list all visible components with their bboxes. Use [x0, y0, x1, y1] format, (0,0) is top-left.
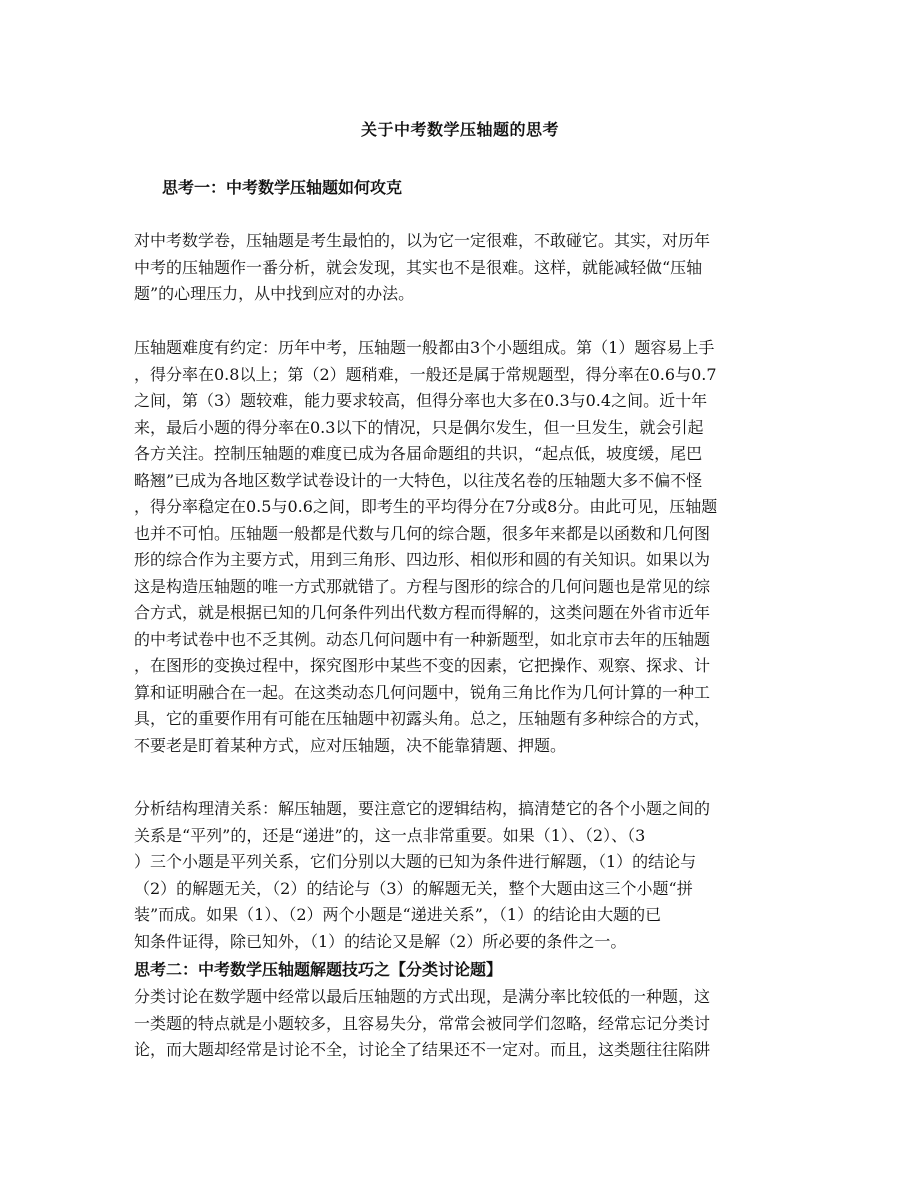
paragraph-line: 合方式，就是根据已知的几何条件列出代数方程而得解的，这类问题在外省市近年 [134, 603, 711, 622]
paragraph-1 [134, 228, 789, 308]
paragraph-line: 装”而成。如果（1）、（2）两个小题是“递进关系”，（1）的结论由大题的已 [134, 905, 662, 924]
paragraph-line: 分类讨论在数学题中经常以最后压轴题的方式出现，是满分率比较低的一种题，这 [134, 987, 711, 1006]
paragraph-line: 分析结构理清关系：解压轴题，要注意它的逻辑结构，搞清楚它的各个小题之间的 [134, 799, 711, 818]
paragraph-line: （2）的解题无关，（2）的结论与（3）的解题无关，整个大题由这三个小题“拼 [134, 878, 693, 898]
paragraph-line: 的中考试卷中也不乏其例。动态几何问题中有一种新题型，如北京市去年的压轴题 [134, 629, 711, 649]
section-heading-1: 思考一：中考数学压轴题如何攻克 [162, 178, 403, 197]
section-heading-2: 思考二：中考数学压轴题解题技巧之【分类讨论题】 [134, 960, 503, 979]
paragraph-3 [134, 796, 789, 955]
paragraph-line: 之间，第（3）题较难，能力要求较高，但得分率也大多在0.3与0.4之间。近十年 [134, 391, 708, 410]
paragraph-line: 一类题的特点就是小题较多，且容易失分，常常会被同学们忽略，经常忘记分类讨 [134, 1013, 711, 1033]
paragraph-line: 形的综合作为主要方式，用到三角形、四边形、相似形和圆的有关知识。如果以为 [134, 550, 711, 569]
paragraph-line: 题”的心理压力，从中找到应对的办法。 [134, 284, 415, 303]
paragraph-line: 不要老是盯着某种方式，应对压轴题，决不能靠猜题、押题。 [134, 735, 567, 755]
paragraph-line: 也并不可怕。压轴题一般都是代数与几何的综合题，很多年来都是以函数和几何图 [134, 523, 711, 543]
paragraph-line: 具，它的重要作用有可能在压轴题中初露头角。总之，压轴题有多种综合的方式， [134, 709, 711, 728]
paragraph-line: 压轴题难度有约定：历年中考，压轴题一般都由3个小题组成。第（1）题容易上手 [134, 338, 715, 357]
paragraph-line: 论，而大题却经常是讨论不全，讨论全了结果还不一定对。而且，这类题往往陷阱 [134, 1040, 711, 1059]
paragraph-line: ，得分率在0.8以上；第（2）题稍难，一般还是属于常规题型，得分率在0.6与0.7 [134, 364, 717, 384]
document-title: 关于中考数学压轴题的思考 [360, 120, 559, 139]
paragraph-2 [134, 335, 789, 759]
paragraph-line: 知条件证得，除已知外，（1）的结论又是解（2）所必要的条件之一。 [134, 931, 627, 951]
paragraph-4 [134, 984, 789, 1064]
paragraph-line: 中考的压轴题作一番分析，就会发现，其实也不是很难。这样，就能减轻做“压轴 [134, 257, 703, 277]
paragraph-line: ，得分率稳定在0.5与0.6之间，即考生的平均得分在7分或8分。由此可见，压轴题 [134, 497, 718, 516]
paragraph-line: ）三个小题是平列关系，它们分别以大题的已知为条件进行解题，（1）的结论与 [134, 852, 697, 871]
paragraph-line: 各方关注。控制压轴题的难度已成为各届命题组的共识，“起点低，坡度缓，尾巴 [134, 444, 703, 463]
paragraph-line: 算和证明融合在一起。在这类动态几何问题中，锐角三角比作为几何计算的一种工 [134, 682, 711, 702]
paragraph-line: 这是构造压轴题的唯一方式那就错了。方程与图形的综合的几何问题也是常见的综 [134, 576, 711, 596]
paragraph-line: 来，最后小题的得分率在0.3以下的情况，只是偶尔发生，但一旦发生，就会引起 [134, 417, 704, 437]
paragraph-line: 对中考数学卷，压轴题是考生最怕的，以为它一定很难，不敢碰它。其实，对历年 [134, 231, 711, 250]
paragraph-line: 关系是“平列”的，还是“递进”的，这一点非常重要。如果（1）、（2）、（3 [134, 825, 646, 845]
paragraph-line: 略翘”已成为各地区数学试卷设计的一大特色，以往茂名卷的压轴题大多不偏不怪 [134, 470, 703, 490]
paragraph-line: ，在图形的变换过程中，探究图形中某些不变的因素，它把操作、观察、探求、计 [134, 656, 711, 675]
